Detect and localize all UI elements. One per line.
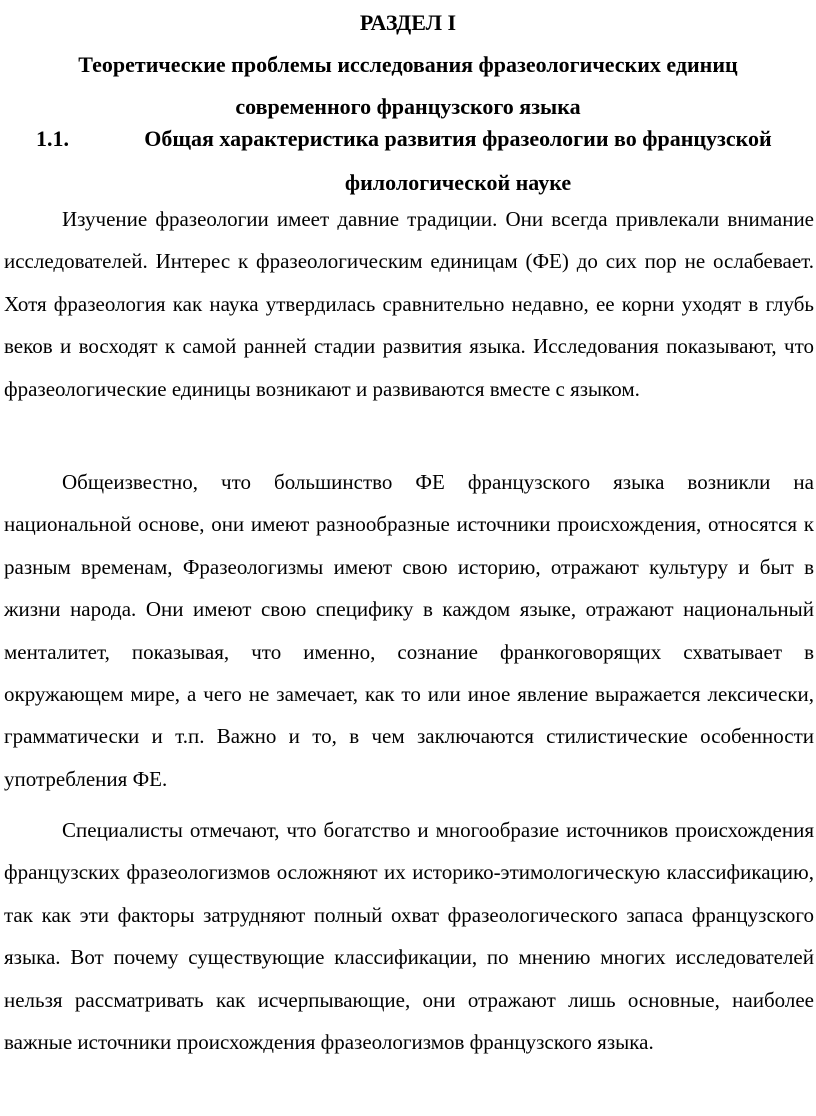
subsection-heading: [36, 117, 816, 205]
chapter-title-line-2: современного французского языка: [235, 94, 581, 119]
paragraph-1: Изучение фразеологии имеет давние традиции. Они всегда привлекали внимание исследователей. Интерес к фразеологическим единицам (ФЕ) до сих пор не ослабевает. Хотя фразеология как наука утвердилась сравнительно недавно, ее корни уходят в глубь веков и восходят к самой ранней стадии развития языка. Исследования показывают, что фразеологические единицы возникают и развиваются вместе с языком.: [4, 207, 814, 401]
section-heading: РАЗДЕЛ I: [359, 10, 457, 35]
heading-block: [0, 2, 816, 128]
paragraph-3: Специалисты отмечают, что богатство и многообразие источников происхождения французских фразеологизмов осложняют их историко-этимологическую классификацию, так как эти факторы затрудняют полный охват фразеологического запаса французского языка. Вот почему существующие классификации, по мнению многих исследователей нельзя рассматривать как исчерпывающие, они отражают лишь основные, наиболее важные источники происхождения фразеологизмов французского языка.: [4, 818, 814, 1055]
subsection-title-line-2: филологической науке: [344, 170, 572, 195]
subsection-number: 1.1.: [36, 126, 69, 151]
paragraph-2: Общеизвестно, что большинство ФЕ французского языка возникли на национальной основе, они имеют разнообразные источники происхождения, относятся к разным временам, Фразеологизмы имеют свою историю, отражают культуру и быт в жизни народа. Они имеют свою специфику в каждом языке, отражают национальный менталитет, показывая, что именно, сознание франкоговорящих схватывает в окружающем мире, а чего не замечает, как то или иное явление выражается лексически, грамматически и т.п. Важно и то, в чем заключаются стилистические особенности употребления ФЕ.: [4, 470, 814, 791]
chapter-title-line-1: Теоретические проблемы исследования фразеологических единиц: [78, 52, 738, 77]
subsection-title-line-1: Общая характеристика развития фразеологии во французской: [144, 126, 772, 151]
